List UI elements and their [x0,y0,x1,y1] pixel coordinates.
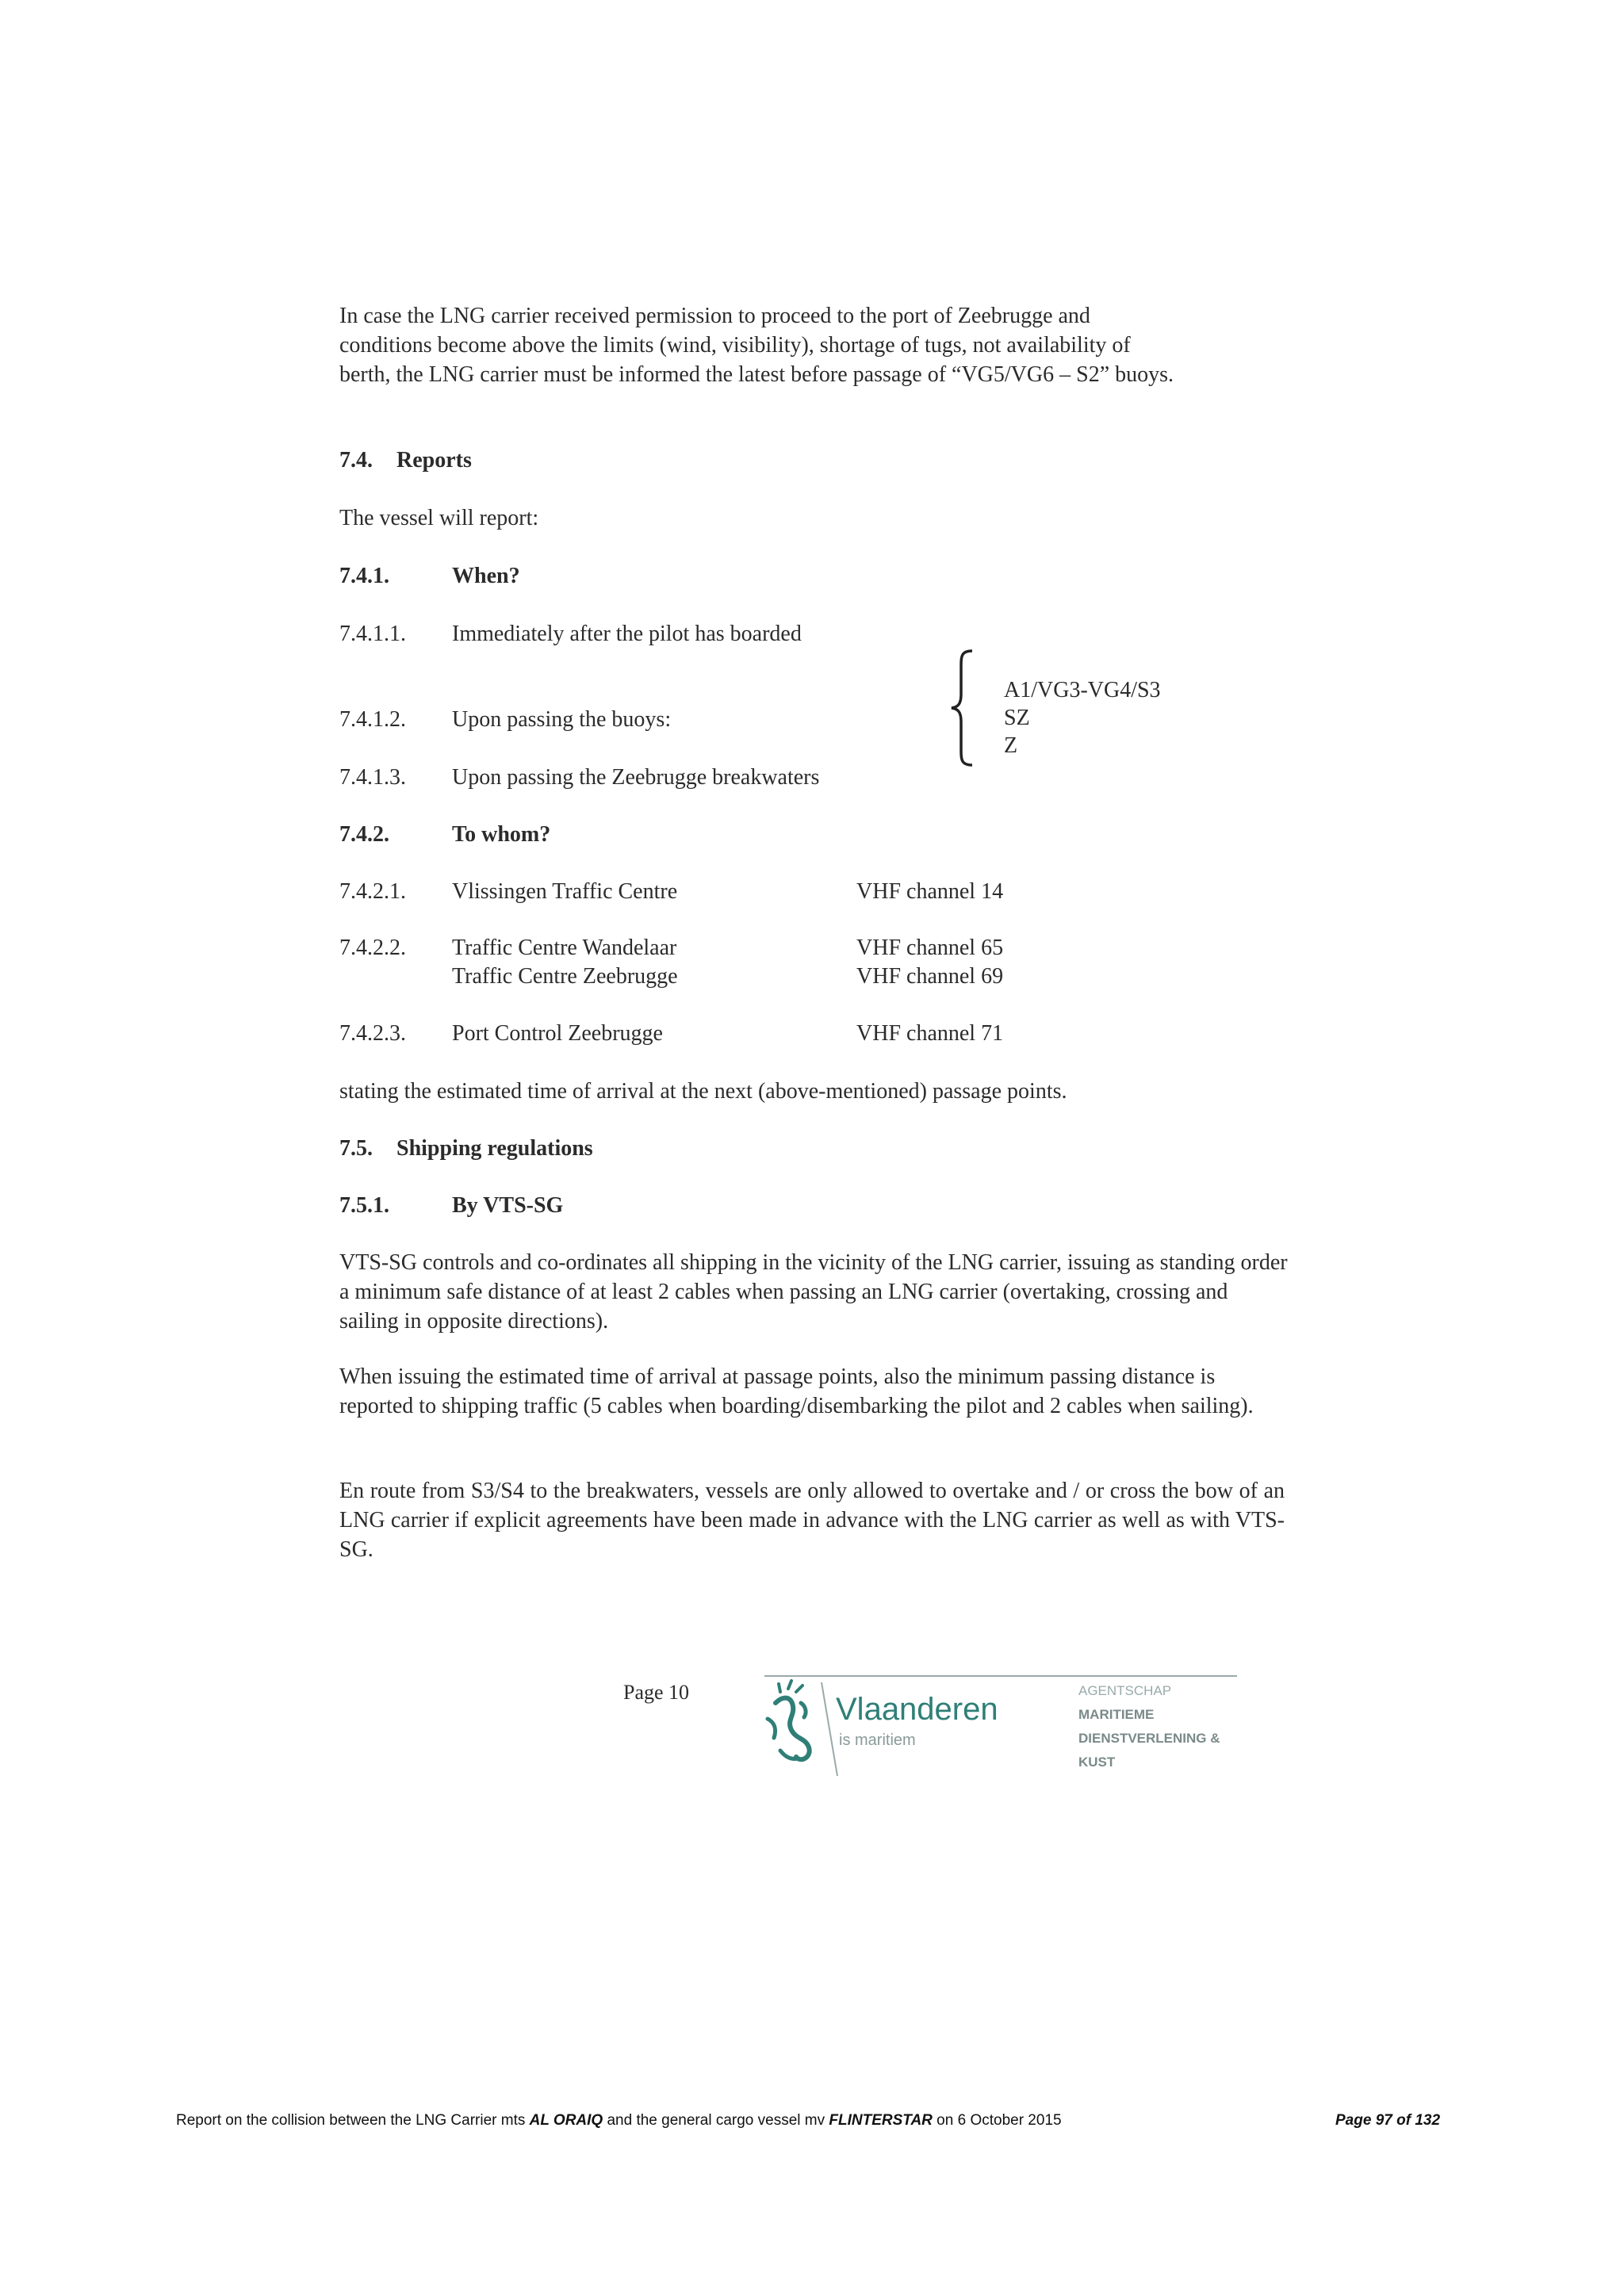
item-number: 7.4.1.2. [339,707,406,732]
logo-brand: Vlaanderen [836,1692,998,1727]
section-7-4-title: Reports [396,448,472,473]
paragraph: VTS-SG controls and co-ordinates all shipping in the vicinity of the LNG carrier, issuing as standing order a minimum safe distance of at least 2 cables when passing an LNG carrier (overtaking, crossing and sailing in opposite directions). [339,1250,1288,1334]
buoy-label: Z [1004,733,1018,758]
section-7-4-1-title: When? [452,564,520,588]
contact-name: Traffic Centre Wandelaar [452,936,677,960]
paragraph: En route from S3/S4 to the breakwaters, vessels are only allowed to overtake and / or cross the bow of an LNG carrier if explicit agreements have been made in advance with the LNG carrier as well as with VTS-SG. [339,1479,1285,1562]
section-7-4-number: 7.4. [339,448,373,473]
agency-line: AGENTSCHAP [1078,1683,1172,1698]
footer-suffix: on 6 October 2015 [932,2112,1062,2129]
section-7-4-2-number: 7.4.2. [339,822,389,847]
contact-channel: VHF channel 65 [856,936,1004,960]
buoy-label: A1/VG3-VG4/S3 [1004,678,1161,702]
section-7-5-number: 7.5. [339,1136,373,1161]
section-7-4-lead: The vessel will report: [339,506,539,530]
footer-page-number: Page 97 of 132 [1335,2112,1441,2129]
item-text: Upon passing the buoys: [452,707,672,732]
contact-name: Port Control Zeebrugge [452,1021,663,1046]
inner-page-number: Page 10 [623,1681,690,1704]
contact-name: Traffic Centre Zeebrugge [452,964,678,989]
contact-number: 7.4.2.3. [339,1021,406,1046]
contact-number: 7.4.2.2. [339,936,406,960]
footer-middle: and the general cargo vessel mv [603,2112,829,2129]
item-number: 7.4.1.3. [339,765,406,790]
section-7-5-1-number: 7.5.1. [339,1193,389,1218]
footer-vessel-2: FLINTERSTAR [829,2112,933,2129]
curly-brace-icon [948,649,977,767]
footer-prefix: Report on the collision between the LNG Carrier mts [176,2112,530,2129]
agency-line: MARITIEME [1078,1707,1155,1722]
section-7-4-2-title: To whom? [452,822,551,847]
agency-line: DIENSTVERLENING & [1078,1731,1220,1746]
section-7-5-1-title: By VTS-SG [452,1193,564,1218]
contact-channel: VHF channel 69 [856,964,1004,989]
agency-line: KUST [1078,1755,1116,1770]
intro-line-2: conditions become above the limits (wind, visibility), shortage of tugs, not availability of [339,333,1131,358]
contact-name: Vlissingen Traffic Centre [452,879,678,904]
logo-agency [1078,1679,1220,1774]
buoy-label: SZ [1004,706,1030,730]
vlaanderen-logo [756,1671,1240,1781]
logo-tagline: is maritiem [839,1732,916,1749]
section-7-5-title: Shipping regulations [396,1136,593,1161]
contact-channel: VHF channel 71 [856,1021,1004,1046]
section-7-4-2-closing: stating the estimated time of arrival at the next (above-mentioned) passage points. [339,1079,1067,1104]
contact-number: 7.4.2.1. [339,879,406,904]
report-footer [176,2112,1062,2130]
intro-line-1: In case the LNG carrier received permission to proceed to the port of Zeebrugge and [339,304,1090,328]
contact-channel: VHF channel 14 [856,879,1004,904]
intro-line-3: berth, the LNG carrier must be informed the latest before passage of “VG5/VG6 – S2” buoys. [339,362,1174,387]
item-text: Immediately after the pilot has boarded [452,622,802,646]
paragraph: When issuing the estimated time of arrival at passage points, also the minimum passing distance is reported to shipping traffic (5 cables when boarding/disembarking the pilot and 2 cables when sailing). [339,1364,1254,1418]
item-number: 7.4.1.1. [339,622,406,646]
footer-vessel-1: AL ORAIQ [529,2112,603,2129]
section-7-4-1-number: 7.4.1. [339,564,389,588]
item-text: Upon passing the Zeebrugge breakwaters [452,765,820,790]
